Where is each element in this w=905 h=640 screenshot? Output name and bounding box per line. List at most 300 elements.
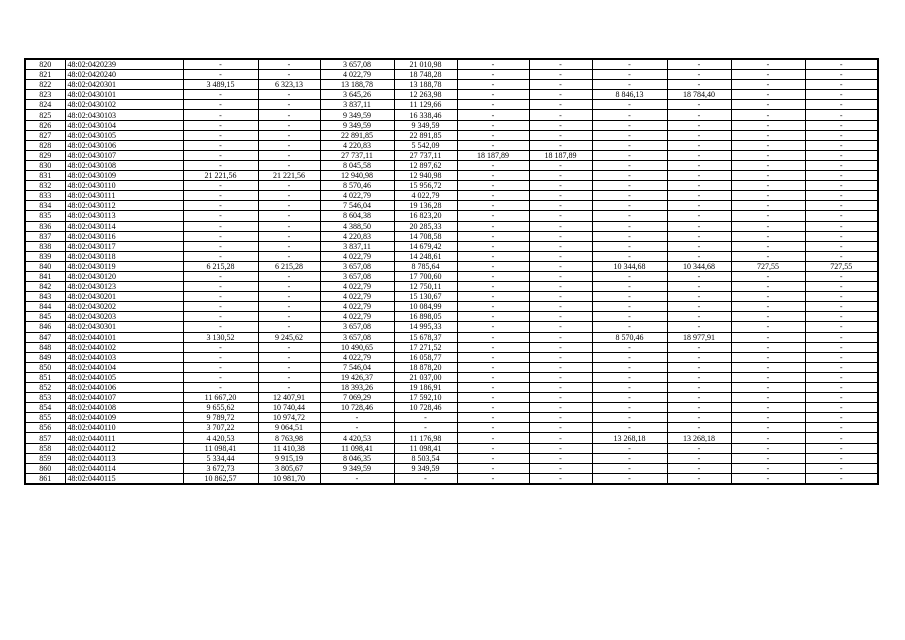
value-col-6-cell: 4 022,79: [394, 191, 457, 201]
value-col-5-cell: 8 604,38: [320, 211, 394, 221]
value-col-3-cell: -: [183, 372, 258, 382]
row-number-cell: 849: [25, 352, 65, 362]
value-col-3-cell: -: [183, 383, 258, 393]
value-col-5-cell: 4 022,79: [320, 312, 394, 322]
value-col-9-cell: -: [592, 201, 667, 211]
value-col-6-cell: -: [394, 413, 457, 423]
row-number-cell: 843: [25, 292, 65, 302]
value-col-5-cell: 19 426,37: [320, 372, 394, 382]
cadastral-number-cell: 48:02:0430105: [65, 130, 183, 140]
value-col-9-cell: -: [592, 191, 667, 201]
value-col-10-cell: -: [667, 160, 731, 170]
row-number-cell: 826: [25, 120, 65, 130]
value-col-12-cell: -: [805, 393, 878, 403]
value-col-8-cell: -: [529, 282, 592, 292]
row-number-cell: 820: [25, 59, 65, 70]
value-col-11-cell: -: [731, 362, 805, 372]
value-col-11-cell: -: [731, 413, 805, 423]
table-row: [25, 140, 878, 150]
value-col-4-cell: -: [258, 191, 320, 201]
value-col-9-cell: -: [592, 413, 667, 423]
value-col-8-cell: -: [529, 211, 592, 221]
table-row: [25, 453, 878, 463]
table-row: [25, 221, 878, 231]
cadastral-number-cell: 48:02:0420240: [65, 70, 183, 80]
table-row: [25, 332, 878, 342]
table-row: [25, 312, 878, 322]
value-col-10-cell: -: [667, 393, 731, 403]
value-col-8-cell: -: [529, 312, 592, 322]
row-number-cell: 833: [25, 191, 65, 201]
value-col-10-cell: -: [667, 271, 731, 281]
value-col-6-cell: 19 186,91: [394, 383, 457, 393]
value-col-9-cell: -: [592, 120, 667, 130]
row-number-cell: 852: [25, 383, 65, 393]
value-col-11-cell: -: [731, 140, 805, 150]
value-col-5-cell: 13 188,78: [320, 80, 394, 90]
value-col-11-cell: -: [731, 463, 805, 473]
value-col-6-cell: 11 176,98: [394, 433, 457, 443]
value-col-9-cell: -: [592, 312, 667, 322]
value-col-3-cell: -: [183, 140, 258, 150]
cadastral-number-cell: 48:02:0430112: [65, 201, 183, 211]
value-col-5-cell: 27 737,11: [320, 150, 394, 160]
cadastral-value-table: [24, 58, 879, 485]
row-number-cell: 829: [25, 150, 65, 160]
value-col-3-cell: -: [183, 352, 258, 362]
value-col-11-cell: -: [731, 231, 805, 241]
value-col-8-cell: -: [529, 201, 592, 211]
value-col-3-cell: 3 672,73: [183, 463, 258, 473]
value-col-10-cell: -: [667, 322, 731, 332]
value-col-12-cell: -: [805, 292, 878, 302]
value-col-6-cell: 17 271,52: [394, 342, 457, 352]
value-col-4-cell: -: [258, 282, 320, 292]
value-col-11-cell: -: [731, 443, 805, 453]
value-col-6-cell: 14 995,33: [394, 322, 457, 332]
value-col-11-cell: -: [731, 100, 805, 110]
cadastral-number-cell: 48:02:0420301: [65, 80, 183, 90]
value-col-10-cell: -: [667, 282, 731, 292]
value-col-12-cell: -: [805, 70, 878, 80]
value-col-6-cell: 16 823,20: [394, 211, 457, 221]
value-col-4-cell: -: [258, 140, 320, 150]
value-col-8-cell: -: [529, 292, 592, 302]
value-col-5-cell: 4 220,83: [320, 140, 394, 150]
value-col-4-cell: -: [258, 342, 320, 352]
value-col-5-cell: 10 490,65: [320, 342, 394, 352]
value-col-9-cell: -: [592, 443, 667, 453]
cadastral-number-cell: 48:02:0430119: [65, 261, 183, 271]
value-col-6-cell: 10 728,46: [394, 403, 457, 413]
table-row: [25, 59, 878, 70]
value-col-11-cell: 727,55: [731, 261, 805, 271]
value-col-11-cell: -: [731, 372, 805, 382]
cadastral-number-cell: 48:02:0430103: [65, 110, 183, 120]
cadastral-number-cell: 48:02:0440114: [65, 463, 183, 473]
value-col-6-cell: 10 084,99: [394, 302, 457, 312]
table-row: [25, 322, 878, 332]
value-col-4-cell: 11 410,38: [258, 443, 320, 453]
row-number-cell: 855: [25, 413, 65, 423]
value-col-3-cell: -: [183, 211, 258, 221]
value-col-10-cell: -: [667, 80, 731, 90]
value-col-3-cell: -: [183, 191, 258, 201]
value-col-10-cell: -: [667, 443, 731, 453]
value-col-10-cell: -: [667, 292, 731, 302]
row-number-cell: 845: [25, 312, 65, 322]
value-col-5-cell: 4 220,83: [320, 231, 394, 241]
value-col-4-cell: -: [258, 90, 320, 100]
value-col-4-cell: 12 407,91: [258, 393, 320, 403]
value-col-6-cell: 14 708,58: [394, 231, 457, 241]
row-number-cell: 835: [25, 211, 65, 221]
value-col-12-cell: -: [805, 413, 878, 423]
value-col-7-cell: -: [457, 473, 529, 484]
row-number-cell: 836: [25, 221, 65, 231]
value-col-7-cell: -: [457, 160, 529, 170]
value-col-4-cell: -: [258, 201, 320, 211]
value-col-11-cell: -: [731, 271, 805, 281]
value-col-6-cell: -: [394, 473, 457, 484]
value-col-3-cell: -: [183, 130, 258, 140]
value-col-7-cell: -: [457, 302, 529, 312]
cadastral-number-cell: 48:02:0440110: [65, 423, 183, 433]
value-col-12-cell: -: [805, 332, 878, 342]
row-number-cell: 854: [25, 403, 65, 413]
value-col-6-cell: 16 898,05: [394, 312, 457, 322]
value-col-9-cell: -: [592, 322, 667, 332]
value-col-5-cell: 10 728,46: [320, 403, 394, 413]
value-col-4-cell: -: [258, 251, 320, 261]
row-number-cell: 853: [25, 393, 65, 403]
value-col-4-cell: 10 981,70: [258, 473, 320, 484]
value-col-5-cell: 4 022,79: [320, 292, 394, 302]
value-col-8-cell: -: [529, 181, 592, 191]
value-col-8-cell: -: [529, 80, 592, 90]
value-col-3-cell: 9 789,72: [183, 413, 258, 423]
value-col-9-cell: 13 268,18: [592, 433, 667, 443]
value-col-9-cell: -: [592, 59, 667, 70]
row-number-cell: 827: [25, 130, 65, 140]
value-col-8-cell: -: [529, 59, 592, 70]
value-col-12-cell: -: [805, 140, 878, 150]
value-col-10-cell: -: [667, 171, 731, 181]
cadastral-number-cell: 48:02:0440108: [65, 403, 183, 413]
value-col-7-cell: -: [457, 312, 529, 322]
row-number-cell: 840: [25, 261, 65, 271]
value-col-10-cell: -: [667, 453, 731, 463]
value-col-9-cell: -: [592, 150, 667, 160]
value-col-4-cell: 21 221,56: [258, 171, 320, 181]
row-number-cell: 859: [25, 453, 65, 463]
value-col-7-cell: -: [457, 453, 529, 463]
value-col-7-cell: -: [457, 362, 529, 372]
value-col-7-cell: -: [457, 443, 529, 453]
value-col-7-cell: -: [457, 130, 529, 140]
value-col-10-cell: -: [667, 241, 731, 251]
value-col-12-cell: -: [805, 231, 878, 241]
value-col-5-cell: 8 046,35: [320, 453, 394, 463]
value-col-11-cell: -: [731, 191, 805, 201]
value-col-9-cell: -: [592, 211, 667, 221]
cadastral-number-cell: 48:02:0440102: [65, 342, 183, 352]
value-col-4-cell: -: [258, 120, 320, 130]
value-col-11-cell: -: [731, 211, 805, 221]
value-col-10-cell: -: [667, 120, 731, 130]
value-col-11-cell: -: [731, 130, 805, 140]
row-number-cell: 841: [25, 271, 65, 281]
value-col-3-cell: -: [183, 70, 258, 80]
value-col-6-cell: -: [394, 423, 457, 433]
value-col-9-cell: -: [592, 160, 667, 170]
table-row: [25, 302, 878, 312]
value-col-3-cell: 5 334,44: [183, 453, 258, 463]
value-col-9-cell: -: [592, 473, 667, 484]
value-col-4-cell: -: [258, 312, 320, 322]
value-col-10-cell: -: [667, 473, 731, 484]
value-col-12-cell: -: [805, 271, 878, 281]
table-row: [25, 352, 878, 362]
value-col-9-cell: -: [592, 80, 667, 90]
value-col-6-cell: 12 750,11: [394, 282, 457, 292]
value-col-8-cell: -: [529, 362, 592, 372]
value-col-11-cell: -: [731, 70, 805, 80]
cadastral-number-cell: 48:02:0440111: [65, 433, 183, 443]
value-col-7-cell: -: [457, 332, 529, 342]
value-col-11-cell: -: [731, 312, 805, 322]
value-col-9-cell: 8 570,46: [592, 332, 667, 342]
value-col-5-cell: -: [320, 473, 394, 484]
value-col-6-cell: 16 058,77: [394, 352, 457, 362]
value-col-3-cell: 21 221,56: [183, 171, 258, 181]
cadastral-number-cell: 48:02:0440113: [65, 453, 183, 463]
value-col-9-cell: -: [592, 302, 667, 312]
row-number-cell: 848: [25, 342, 65, 352]
value-col-7-cell: 18 187,89: [457, 150, 529, 160]
value-col-7-cell: -: [457, 201, 529, 211]
value-col-5-cell: 9 349,59: [320, 463, 394, 473]
value-col-6-cell: 12 897,62: [394, 160, 457, 170]
row-number-cell: 842: [25, 282, 65, 292]
value-col-9-cell: -: [592, 70, 667, 80]
value-col-7-cell: -: [457, 110, 529, 120]
value-col-5-cell: 4 022,79: [320, 302, 394, 312]
cadastral-number-cell: 48:02:0430102: [65, 100, 183, 110]
value-col-12-cell: -: [805, 443, 878, 453]
value-col-7-cell: -: [457, 403, 529, 413]
value-col-11-cell: -: [731, 90, 805, 100]
value-col-3-cell: -: [183, 251, 258, 261]
value-col-12-cell: -: [805, 160, 878, 170]
value-col-3-cell: -: [183, 302, 258, 312]
cadastral-number-cell: 48:02:0430109: [65, 171, 183, 181]
table-row: [25, 271, 878, 281]
value-col-12-cell: -: [805, 302, 878, 312]
value-col-3-cell: 3 707,22: [183, 423, 258, 433]
cadastral-number-cell: 48:02:0430110: [65, 181, 183, 191]
value-col-5-cell: 7 069,29: [320, 393, 394, 403]
value-col-10-cell: -: [667, 59, 731, 70]
value-col-10-cell: -: [667, 302, 731, 312]
table-row: [25, 171, 878, 181]
value-col-9-cell: -: [592, 292, 667, 302]
value-col-8-cell: -: [529, 231, 592, 241]
table-row: [25, 70, 878, 80]
value-col-6-cell: 17 700,60: [394, 271, 457, 281]
table-row: [25, 393, 878, 403]
cadastral-number-cell: 48:02:0440103: [65, 352, 183, 362]
row-number-cell: 832: [25, 181, 65, 191]
value-col-9-cell: -: [592, 241, 667, 251]
table-row: [25, 100, 878, 110]
cadastral-number-cell: 48:02:0440115: [65, 473, 183, 484]
value-col-4-cell: 9 915,19: [258, 453, 320, 463]
value-col-7-cell: -: [457, 90, 529, 100]
value-col-10-cell: -: [667, 221, 731, 231]
value-col-4-cell: -: [258, 130, 320, 140]
value-col-12-cell: -: [805, 473, 878, 484]
cadastral-number-cell: 48:02:0440104: [65, 362, 183, 372]
value-col-12-cell: 727,55: [805, 261, 878, 271]
value-col-3-cell: 9 655,62: [183, 403, 258, 413]
value-col-3-cell: -: [183, 100, 258, 110]
value-col-5-cell: 3 657,08: [320, 332, 394, 342]
value-col-10-cell: -: [667, 352, 731, 362]
value-col-12-cell: -: [805, 372, 878, 382]
value-col-7-cell: -: [457, 352, 529, 362]
value-col-4-cell: -: [258, 241, 320, 251]
table-row: [25, 181, 878, 191]
value-col-6-cell: 13 188,78: [394, 80, 457, 90]
table-row: [25, 403, 878, 413]
value-col-10-cell: -: [667, 100, 731, 110]
table-row: [25, 231, 878, 241]
value-col-8-cell: -: [529, 271, 592, 281]
table-row: [25, 372, 878, 382]
value-col-10-cell: 18 977,91: [667, 332, 731, 342]
value-col-6-cell: 18 748,28: [394, 70, 457, 80]
cadastral-number-cell: 48:02:0430116: [65, 231, 183, 241]
table-row: [25, 473, 878, 484]
table-row: [25, 251, 878, 261]
value-col-11-cell: -: [731, 292, 805, 302]
value-col-5-cell: 4 022,79: [320, 282, 394, 292]
row-number-cell: 847: [25, 332, 65, 342]
value-col-9-cell: -: [592, 372, 667, 382]
value-col-10-cell: -: [667, 251, 731, 261]
value-col-6-cell: 15 678,37: [394, 332, 457, 342]
value-col-8-cell: -: [529, 110, 592, 120]
value-col-10-cell: 13 268,18: [667, 433, 731, 443]
value-col-10-cell: -: [667, 231, 731, 241]
value-col-12-cell: -: [805, 150, 878, 160]
value-col-10-cell: -: [667, 463, 731, 473]
value-col-12-cell: -: [805, 362, 878, 372]
cadastral-number-cell: 48:02:0440109: [65, 413, 183, 423]
value-col-12-cell: -: [805, 120, 878, 130]
value-col-6-cell: 11 129,66: [394, 100, 457, 110]
value-col-12-cell: -: [805, 463, 878, 473]
value-col-8-cell: -: [529, 403, 592, 413]
row-number-cell: 860: [25, 463, 65, 473]
cadastral-number-cell: 48:02:0430120: [65, 271, 183, 281]
value-col-8-cell: -: [529, 393, 592, 403]
value-col-3-cell: -: [183, 59, 258, 70]
value-col-5-cell: -: [320, 423, 394, 433]
value-col-10-cell: -: [667, 423, 731, 433]
value-col-7-cell: -: [457, 191, 529, 201]
row-number-cell: 830: [25, 160, 65, 170]
value-col-3-cell: -: [183, 90, 258, 100]
cadastral-number-cell: 48:02:0430301: [65, 322, 183, 332]
value-col-12-cell: -: [805, 171, 878, 181]
value-col-5-cell: 22 891,85: [320, 130, 394, 140]
value-col-3-cell: -: [183, 201, 258, 211]
table-row: [25, 110, 878, 120]
value-col-10-cell: -: [667, 403, 731, 413]
value-col-7-cell: -: [457, 322, 529, 332]
value-col-5-cell: 4 388,50: [320, 221, 394, 231]
value-col-7-cell: -: [457, 140, 529, 150]
table-row: [25, 383, 878, 393]
value-col-12-cell: -: [805, 383, 878, 393]
value-col-9-cell: -: [592, 231, 667, 241]
value-col-3-cell: -: [183, 160, 258, 170]
value-col-9-cell: -: [592, 282, 667, 292]
value-col-4-cell: -: [258, 271, 320, 281]
row-number-cell: 850: [25, 362, 65, 372]
value-col-4-cell: -: [258, 362, 320, 372]
value-col-3-cell: -: [183, 312, 258, 322]
value-col-6-cell: 15 130,67: [394, 292, 457, 302]
table-row: [25, 160, 878, 170]
value-col-9-cell: -: [592, 251, 667, 261]
value-col-8-cell: -: [529, 383, 592, 393]
value-col-4-cell: -: [258, 100, 320, 110]
row-number-cell: 858: [25, 443, 65, 453]
value-col-4-cell: 10 974,72: [258, 413, 320, 423]
value-col-5-cell: 12 940,98: [320, 171, 394, 181]
value-col-5-cell: 11 098,41: [320, 443, 394, 453]
value-col-12-cell: -: [805, 342, 878, 352]
cadastral-number-cell: 48:02:0430117: [65, 241, 183, 251]
value-col-7-cell: -: [457, 372, 529, 382]
value-col-11-cell: -: [731, 201, 805, 211]
value-col-9-cell: -: [592, 352, 667, 362]
value-col-5-cell: -: [320, 413, 394, 423]
value-col-6-cell: 27 737,11: [394, 150, 457, 160]
cadastral-number-cell: 48:02:0430104: [65, 120, 183, 130]
value-col-12-cell: -: [805, 312, 878, 322]
value-col-10-cell: -: [667, 413, 731, 423]
value-col-8-cell: -: [529, 302, 592, 312]
value-col-12-cell: -: [805, 211, 878, 221]
value-col-3-cell: -: [183, 362, 258, 372]
cadastral-number-cell: 48:02:0440106: [65, 383, 183, 393]
value-col-9-cell: -: [592, 383, 667, 393]
row-number-cell: 828: [25, 140, 65, 150]
value-col-9-cell: -: [592, 362, 667, 372]
value-col-7-cell: -: [457, 393, 529, 403]
value-col-11-cell: -: [731, 393, 805, 403]
value-col-6-cell: 16 338,46: [394, 110, 457, 120]
cadastral-number-cell: 48:02:0440105: [65, 372, 183, 382]
value-col-9-cell: -: [592, 100, 667, 110]
value-col-9-cell: -: [592, 110, 667, 120]
value-col-5-cell: 8 045,58: [320, 160, 394, 170]
table-row: [25, 423, 878, 433]
